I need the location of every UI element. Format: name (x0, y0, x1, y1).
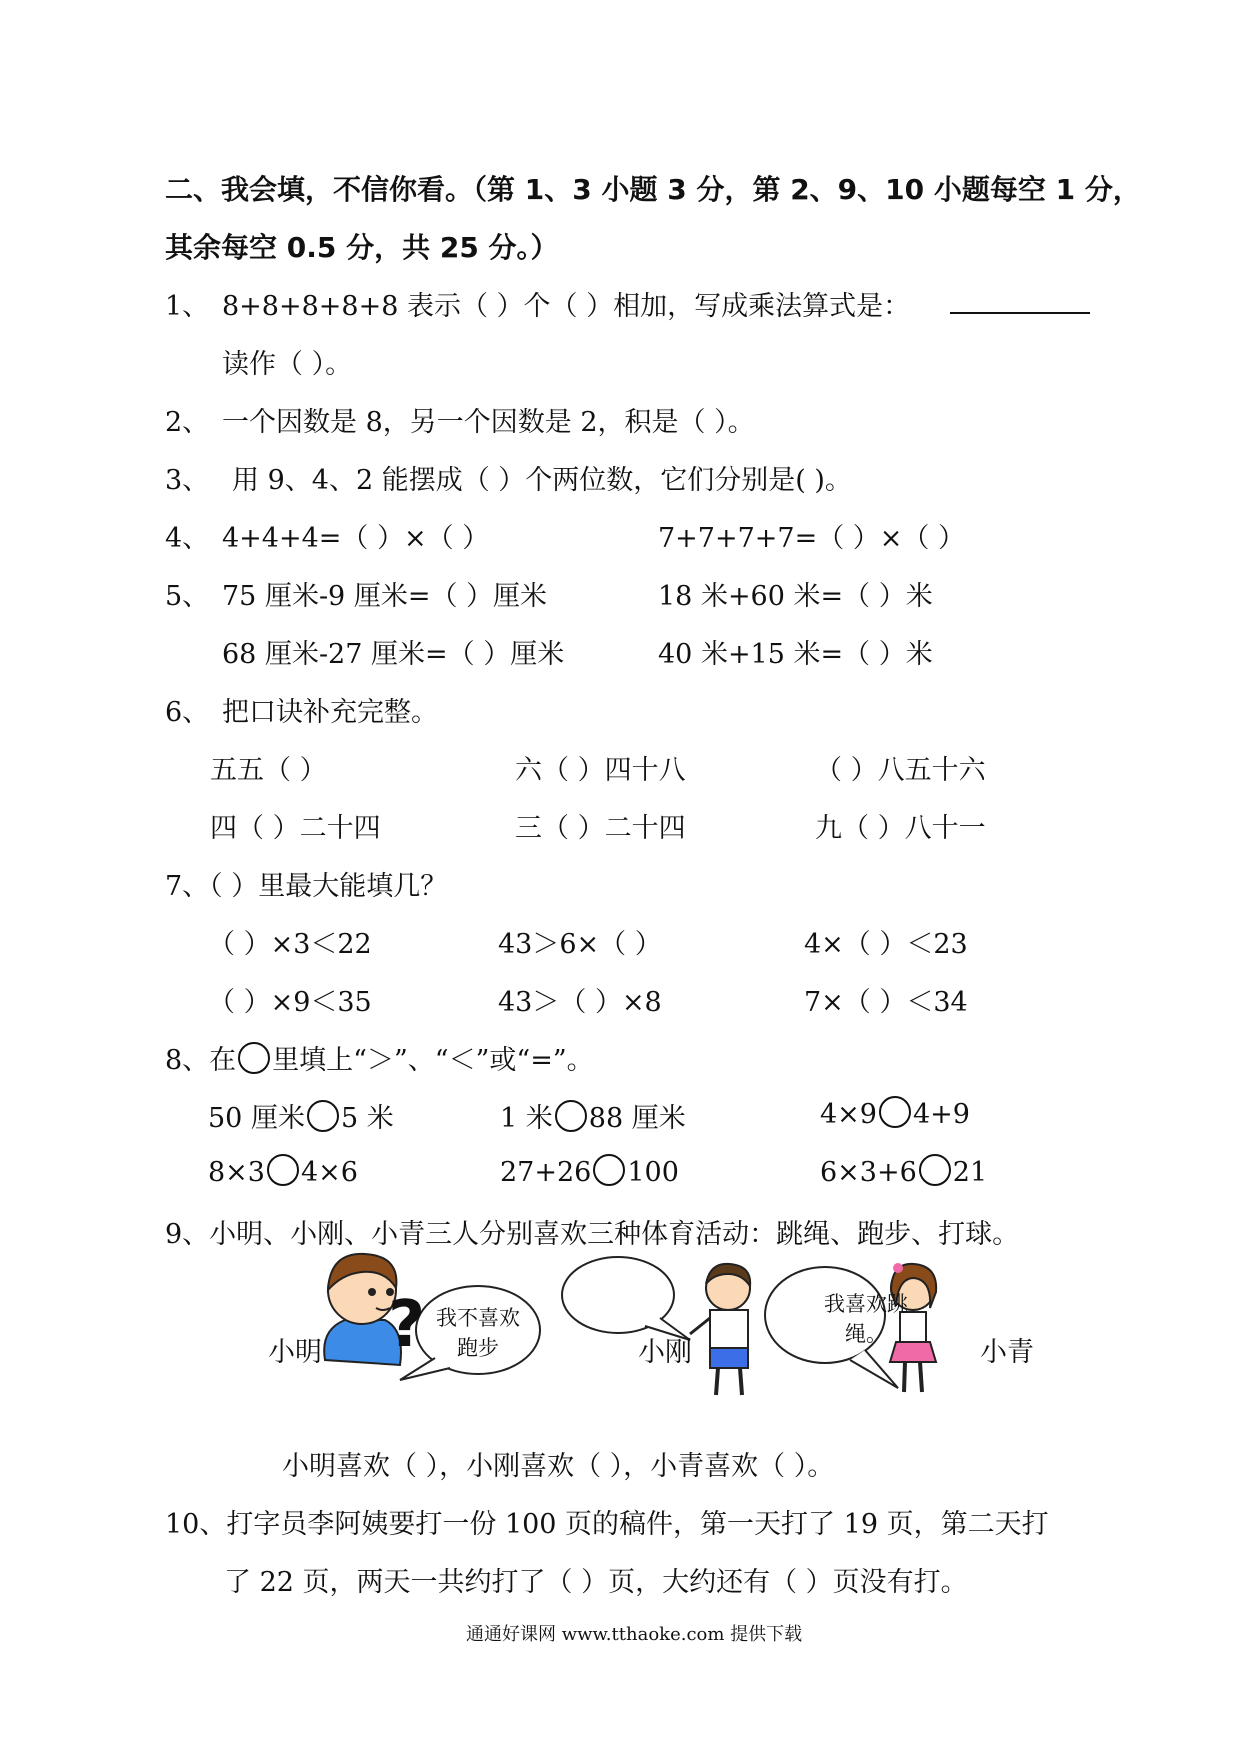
q3-text: 用 9、4、2 能摆成（ ）个两位数，它们分别是( )。 (232, 465, 852, 496)
question-mark-icon: ? (388, 1288, 426, 1362)
q2-number: 2、 (165, 407, 210, 438)
q8-item (500, 1096, 686, 1135)
q9-name-xiaoqing: 小青 (980, 1337, 1034, 1368)
q7-item: 43＞6×（ ） (498, 929, 662, 960)
q2-text: 一个因数是 8，另一个因数是 2，积是（ ）。 (222, 407, 755, 438)
q7-item: 4×（ ）＜23 (804, 929, 968, 960)
q9-text: 9、小明、小刚、小青三人分别喜欢三种体育活动：跳绳、跑步、打球。 (165, 1219, 1020, 1250)
q8-right: 4+9 (912, 1099, 970, 1130)
q6-item: （ ）八五十六 (815, 755, 986, 786)
q8-right: 88 厘米 (588, 1103, 686, 1134)
q7-item: 7×（ ）＜34 (804, 987, 968, 1018)
q8-item (820, 1096, 970, 1130)
q4-left: 4+4+4=（ ）×（ ） (222, 523, 490, 554)
q4-right: 7+7+7+7=（ ）×（ ） (658, 523, 965, 554)
q1-text: 8+8+8+8+8 表示（ ）个（ ）相加，写成乘法算式是： (222, 291, 911, 322)
q10-line1: 10、打字员李阿姨要打一份 100 页的稿件，第一天打了 19 页，第二天打 (165, 1509, 1049, 1540)
q7-text: 7、（ ）里最大能填几？ (165, 871, 448, 902)
q5-row1-right: 18 米+60 米=（ ）米 (658, 581, 933, 612)
q8-prefix: 8、在 (165, 1045, 237, 1076)
section-title-line1: 二、我会填，不信你看。（第 1、3 小题 3 分，第 2、9、10 小题每空 1 分， (165, 173, 1141, 206)
section-title-line2: 其余每空 0.5 分，共 25 分。） (165, 231, 559, 264)
q9-name-xiaoming: 小明 (268, 1337, 322, 1368)
q8-right: 4×6 (300, 1157, 358, 1188)
q8-item (500, 1154, 679, 1188)
bubble3-text: 我喜欢跳绳。 (824, 1292, 908, 1346)
q8-item (820, 1154, 987, 1188)
q6-item: 六（ ）四十八 (515, 755, 686, 786)
q5-row1-left: 75 厘米-9 厘米=（ ）厘米 (222, 581, 548, 612)
q8-left: 8×3 (208, 1157, 265, 1188)
q5-row2-left: 68 厘米-27 厘米=（ ）厘米 (222, 639, 565, 670)
compare-circle[interactable] (593, 1154, 625, 1186)
q8-item (208, 1154, 358, 1188)
q4-number: 4、 (165, 523, 210, 554)
q8-left: 4×9 (820, 1099, 877, 1130)
q9-answer: 小明喜欢（ ），小刚喜欢（ ），小青喜欢（ ）。 (282, 1451, 835, 1482)
q1-text2: 读作（ ）。 (222, 349, 353, 380)
q9-name-xiaogang: 小刚 (638, 1337, 692, 1368)
q6-item: 五五（ ） (210, 755, 327, 786)
circle-icon (238, 1042, 270, 1074)
q8-instruction (165, 1038, 594, 1077)
q6-item: 四（ ）二十四 (210, 813, 381, 844)
q7-item: 43＞（ ）×8 (498, 987, 662, 1018)
q6-text: 把口诀补充完整。 (222, 697, 438, 728)
boy-xiaogang-icon (690, 1264, 750, 1395)
q5-row2-right: 40 米+15 米=（ ）米 (658, 639, 933, 670)
q8-item (208, 1096, 394, 1135)
q8-right: 5 米 (340, 1103, 394, 1134)
compare-circle[interactable] (555, 1100, 587, 1132)
compare-circle[interactable] (879, 1096, 911, 1128)
q10-line2: 了 22 页，两天一共约打了（ ）页，大约还有（ ）页没有打。 (224, 1567, 968, 1598)
compare-circle[interactable] (919, 1154, 951, 1186)
speech-bubble-2 (562, 1257, 690, 1340)
q6-item: 九（ ）八十一 (815, 813, 986, 844)
q8-left: 1 米 (500, 1103, 553, 1134)
q6-number: 6、 (165, 697, 210, 728)
compare-circle[interactable] (307, 1100, 339, 1132)
q8-left: 6×3+6 (820, 1157, 917, 1188)
q7-item: （ ）×3＜22 (208, 929, 372, 960)
q7-item: （ ）×9＜35 (208, 987, 372, 1018)
compare-circle[interactable] (267, 1154, 299, 1186)
q8-right: 100 (627, 1157, 679, 1188)
q3-number: 3、 (165, 465, 210, 496)
q5-number: 5、 (165, 581, 210, 612)
q8-left: 27+26 (500, 1157, 592, 1188)
q1-number: 1、 (165, 291, 210, 322)
q1-answer-line (950, 312, 1090, 314)
q8-suffix: 里填上“＞”、“＜”或“=”。 (272, 1045, 594, 1076)
q8-right: 21 (952, 1157, 988, 1188)
q6-item: 三（ ）二十四 (515, 813, 686, 844)
bubble1-text: 我不喜欢跑步 (436, 1306, 520, 1360)
footer-text: 通通好课网 www.tthaoke.com 提供下载 (466, 1624, 803, 1645)
q8-left: 50 厘米 (208, 1103, 305, 1134)
